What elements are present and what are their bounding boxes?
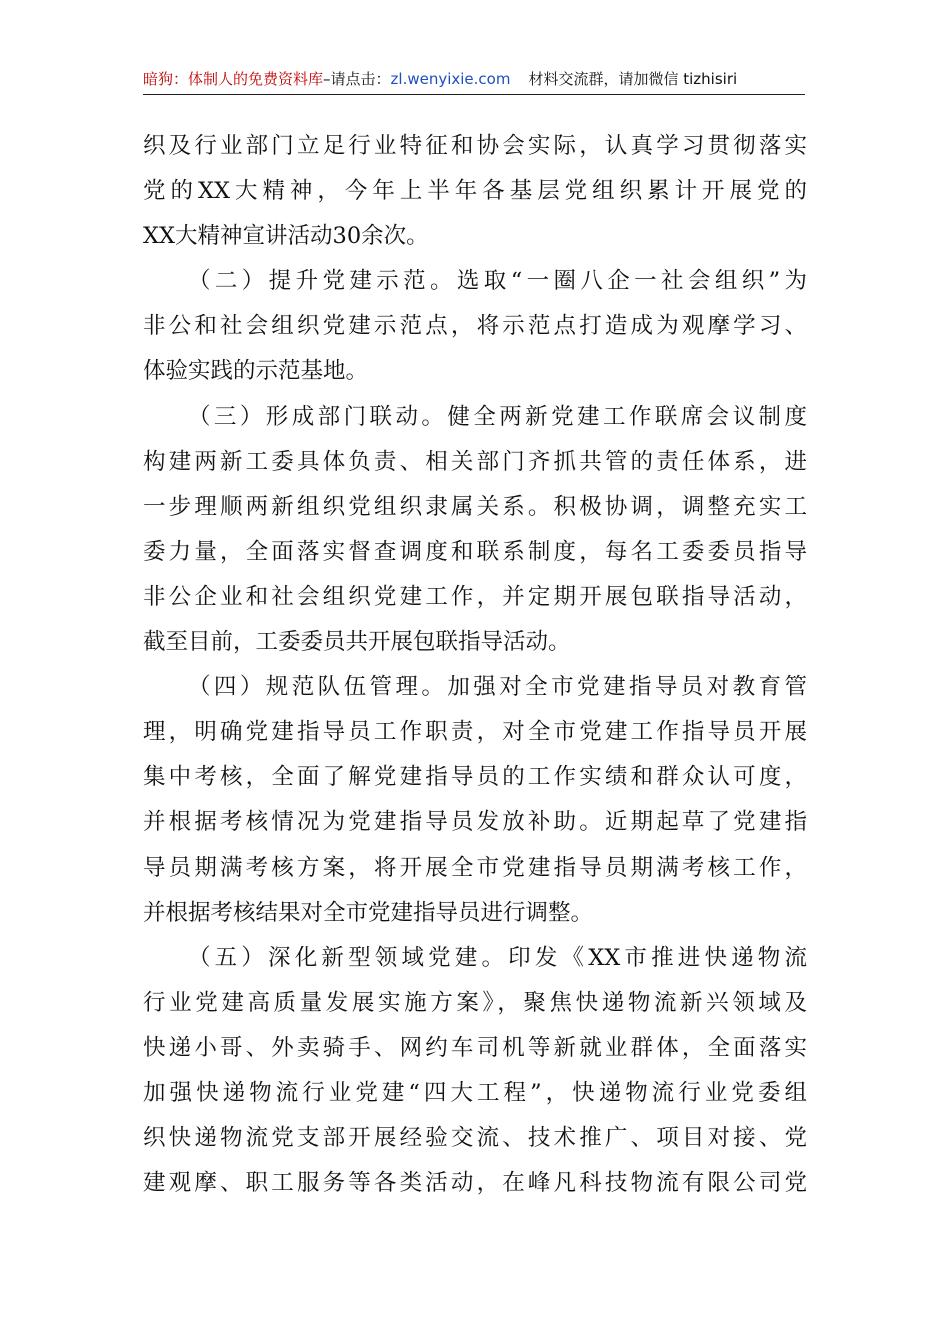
body-line: 一步理顺两新组织党组织隶属关系。积极协调，调整充实工 <box>143 493 807 520</box>
body-line: XX大精神宣讲活动30余次。 <box>143 223 429 250</box>
header-divider <box>143 94 805 95</box>
body-line: 党的XX大精神，今年上半年各基层党组织累计开展党的 <box>143 178 807 205</box>
header-url-link[interactable]: zl.wenyixie.com <box>390 70 511 88</box>
body-line: 导员期满考核方案，将开展全市党建指导员期满考核工作， <box>143 854 807 881</box>
header-site-name: 暗狗：体制人的免费资料库 <box>143 70 324 88</box>
body-line: 加强快递物流行业党建“四大工程”，快递物流行业党委组 <box>143 1079 807 1106</box>
body-line: 行业党建高质量发展实施方案》，聚焦快递物流新兴领域及 <box>143 989 807 1016</box>
body-line: 委力量，全面落实督查调度和联系制度，每名工委委员指导 <box>143 538 807 565</box>
body-line: （五）深化新型领域党建。印发《XX市推进快递物流 <box>188 944 807 971</box>
header-click-prefix: –请点击： <box>323 70 391 88</box>
body-line: 理，明确党建指导员工作职责，对全市党建工作指导员开展 <box>143 719 807 746</box>
document-body <box>143 124 807 1206</box>
body-line: 并根据考核情况为党建指导员发放补助。近期起草了党建指 <box>143 809 807 836</box>
body-line: （三）形成部门联动。健全两新党建工作联席会议制度 <box>188 403 807 430</box>
header-wechat-note: 材料交流群，请加微信 tizhisiri <box>528 70 738 88</box>
body-line: 非公和社会组织党建示范点，将示范点打造成为观摩学习、 <box>143 313 807 340</box>
body-line: 快递小哥、外卖骑手、网约车司机等新就业群体，全面落实 <box>143 1034 807 1061</box>
body-line: （二）提升党建示范。选取“一圈八企一社会组织”为 <box>188 268 807 295</box>
body-line: （四）规范队伍管理。加强对全市党建指导员对教育管 <box>188 674 807 701</box>
body-line: 截至目前，工委委员共开展包联指导活动。 <box>143 629 571 656</box>
body-line: 构建两新工委具体负责、相关部门齐抓共管的责任体系，进 <box>143 448 807 475</box>
body-line: 并根据考核结果对全市党建指导员进行调整。 <box>143 899 594 926</box>
page-header <box>143 66 805 92</box>
body-line: 集中考核，全面了解党建指导员的工作实绩和群众认可度， <box>143 764 807 791</box>
body-line: 体验实践的示范基地。 <box>143 358 369 385</box>
body-line: 建观摩、职工服务等各类活动，在峰凡科技物流有限公司党 <box>143 1170 807 1197</box>
body-line: 非公企业和社会组织党建工作，并定期开展包联指导活动， <box>143 583 807 610</box>
body-line: 织快递物流党支部开展经验交流、技术推广、项目对接、党 <box>143 1125 807 1152</box>
body-line: 织及行业部门立足行业特征和协会实际，认真学习贯彻落实 <box>143 133 807 159</box>
